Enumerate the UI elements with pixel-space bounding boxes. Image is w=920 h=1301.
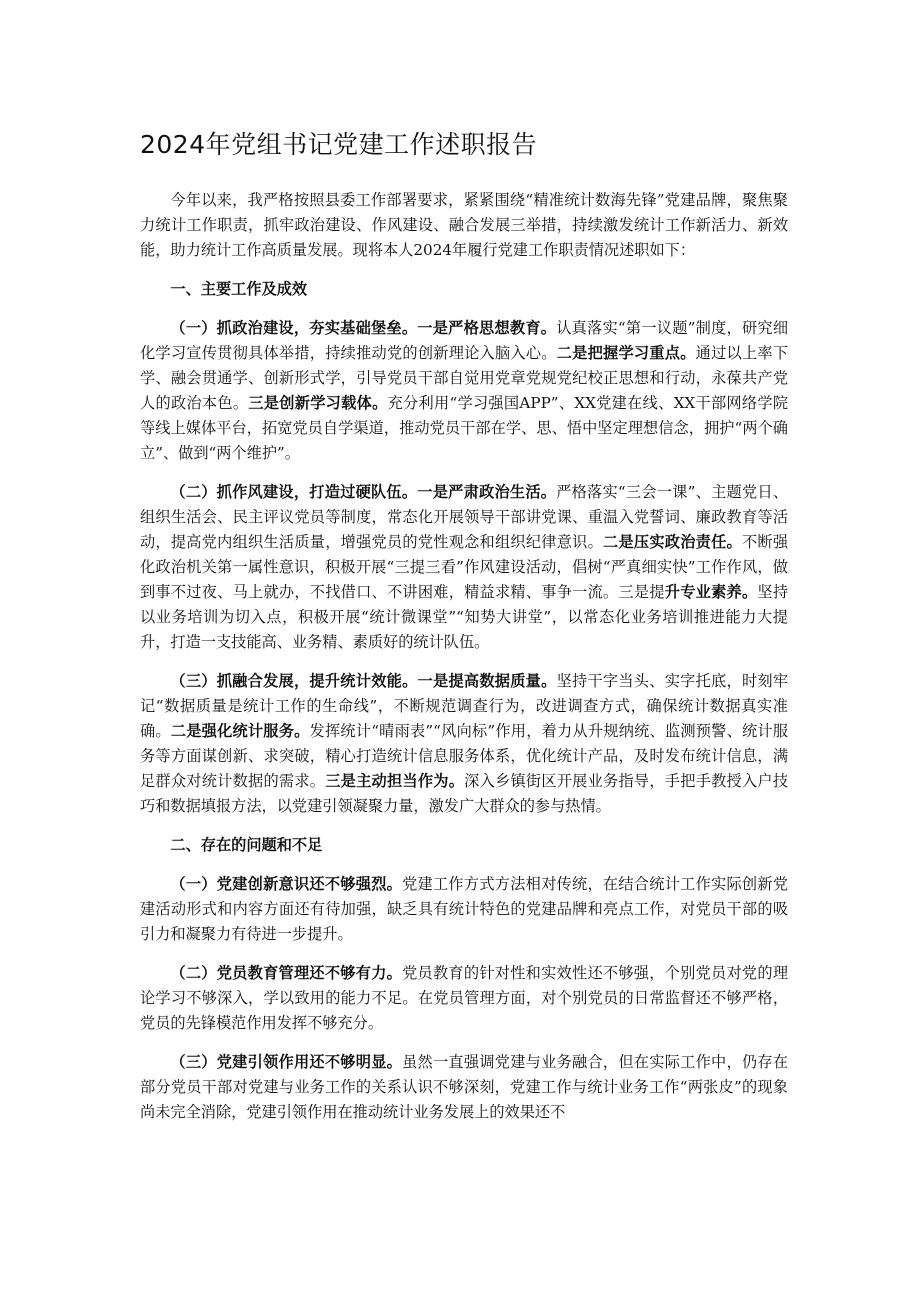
paragraph-text: 虽然一直强调党建与业务融合，但在实际工作中，仍存在部分党员干部对党建与业务工作的关系认识不够深刻，党建工作与统计业务工作“两张皮”的现象尚未完全消除，党建引领作用在推动统计业务发展上的效果还不 <box>140 1053 789 1121</box>
paragraph-problem-education <box>140 961 788 1036</box>
paragraph-integrated-development <box>140 669 788 819</box>
point-label: 三是创新学习载体。 <box>248 394 388 412</box>
point-text: 发挥统计“晴雨表”“风向标”作用，着力从升规纳统、监测预警、统计服务等方面谋创新、求突破，精心打造统计信息服务体系，优化统计产品，及时发布统计信息，满足群众对统计数据的需求。 <box>140 722 789 790</box>
point-label: 二是压实政治责任。 <box>603 533 742 551</box>
paragraph-text: 党建工作方式方法相对传统，在结合统计工作实际创新党建活动形式和内容方面还有待加强，缺乏具有统计特色的党建品牌和亮点工作，对党员干部的吸引力和凝聚力有待进一步提升。 <box>140 875 789 943</box>
paragraph-lead: （二）党员教育管理还不够有力。 <box>170 964 403 982</box>
paragraph-lead: （一）抓政治建设，夯实基础堡垒。 <box>170 319 418 337</box>
document-title: 2024年党组书记党建工作述职报告 <box>140 130 538 159</box>
point-text: 坚持以业务培训为切入点，积极开展“统计微课堂”“知势大讲堂”，以常态化业务培训推进能力大提升，打造一支技能高、业务精、素质好的统计队伍。 <box>140 583 789 651</box>
paragraph-lead: （三）党建引领作用还不够明显。 <box>170 1053 403 1071</box>
point-text: 深入乡镇街区开展业务指导，手把手教授入户技巧和数据填报方法，以党建引领凝聚力量，激发广大群众的参与热情。 <box>140 772 789 815</box>
point-text: 严格落实“三会一课”、主题党日、组织生活会、民主评议党员等制度，常态化开展领导干部讲党课、重温入党誓词、廉政教育等活动，提高党内组织生活质量，增强党员的党性观念和组织纪律意识。 <box>140 483 789 551</box>
paragraph-problem-innovation <box>140 872 788 947</box>
point-text: 认真落实“第一议题”制度，研究细化学习宣传贯彻具体举措，持续推动党的创新理论入脑入心。 <box>140 319 789 362</box>
point-text: 通过以上率下学、融会贯通学、创新形式学，引导党员干部自觉用党章党规党纪校正思想和行动，永葆共产党人的政治本色。 <box>140 344 789 412</box>
point-label: 一是提高数据质量。 <box>417 672 557 690</box>
point-label: 二是强化统计服务。 <box>170 722 310 740</box>
section-heading-problems: 二、存在的问题和不足 <box>170 836 323 854</box>
paragraph-problem-leadership <box>140 1050 788 1125</box>
point-label: 三是主动担当作为。 <box>325 772 465 790</box>
point-text: 不断强化政治机关第一属性意识，积极开展“三提三看”作风建设活动，倡树“严真细实快”工作作风，做到事不过夜、马上就办，不找借口、不讲困难，精益求精、事争一流。三是提 <box>140 533 789 601</box>
point-text: 充分利用“学习强国APP”、XX党建在线、XX干部网络学院等线上媒体平台，拓宽党员自学渠道，推动党员干部在学、思、悟中坚定理想信念，拥护“两个确立”、做到“两个维护”。 <box>140 394 789 462</box>
section-heading-main-work: 一、主要工作及成效 <box>170 280 308 298</box>
paragraph-lead: （三）抓融合发展，提升统计效能。 <box>170 672 418 690</box>
paragraph-text: 党员教育的针对性和实效性还不够强，个别党员对党的理论学习不够深入，学以致用的能力不足。在党员管理方面，对个别党员的日常监督还不够严格，党员的先锋模范作用发挥不够充分。 <box>140 964 789 1032</box>
point-label: 升专业素养。 <box>664 583 758 601</box>
paragraph-lead: （二）抓作风建设，打造过硬队伍。 <box>170 483 418 501</box>
document-page <box>140 128 788 1139</box>
paragraph-style-building <box>140 480 788 655</box>
point-text: 坚持干字当头、实字托底，时刻牢记“数据质量是统计工作的生命线”，不断规范调查行为，改进调查方式，确保统计数据真实准确。 <box>140 672 789 740</box>
point-label: 二是把握学习重点。 <box>556 344 696 362</box>
paragraph-lead: （一）党建创新意识还不够强烈。 <box>170 875 403 893</box>
intro-paragraph: 今年以来，我严格按照县委工作部署要求，紧紧围绕“精准统计数海先锋”党建品牌，聚焦聚力统计工作职责，抓牢政治建设、作风建设、融合发展三举措，持续激发统计工作新活力、新效能，助力统计工作高质量发展。现将本人2024年履行党建工作职责情况述职如下： <box>140 191 788 259</box>
point-label: 一是严格思想教育。 <box>417 319 557 337</box>
point-label: 一是严肃政治生活。 <box>417 483 557 501</box>
paragraph-political-building <box>140 316 788 466</box>
